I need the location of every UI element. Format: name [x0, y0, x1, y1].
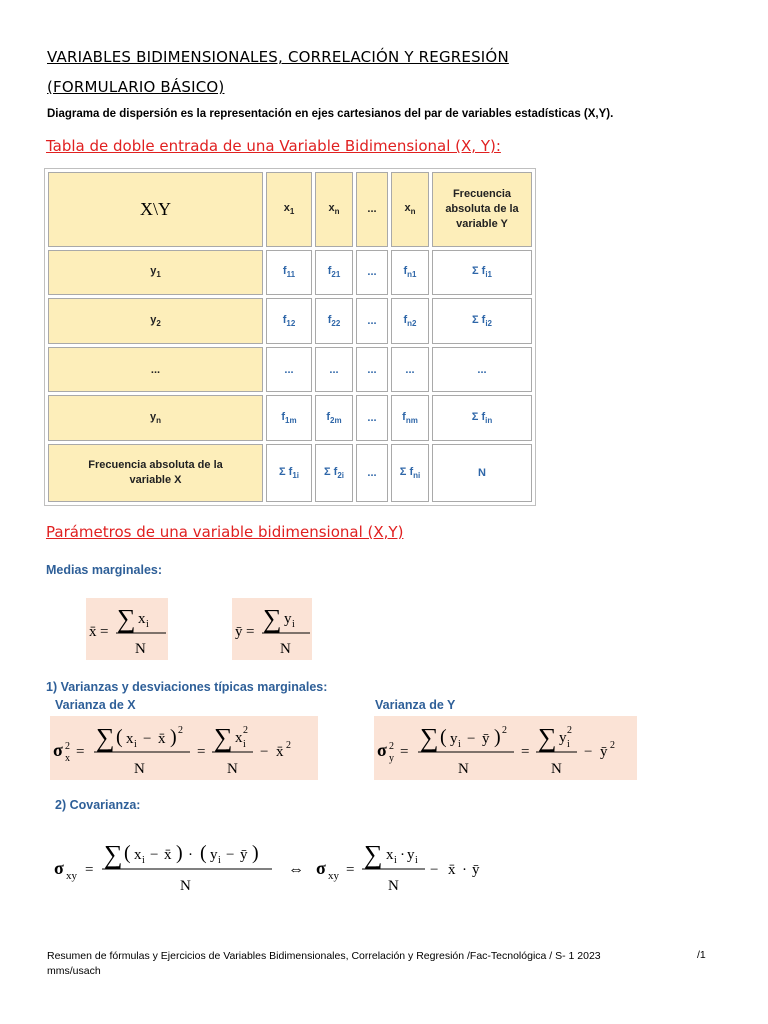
svg-text:): ): [170, 726, 177, 748]
svg-text:xy: xy: [328, 870, 339, 882]
svg-text:=: =: [246, 624, 255, 640]
svg-text:σ: σ: [377, 740, 387, 760]
svg-text:i: i: [292, 619, 295, 630]
svg-text:N: N: [227, 761, 238, 777]
svg-text:x̄: x̄: [164, 847, 172, 863]
page-number: /1: [697, 949, 706, 961]
svg-text:y: y: [559, 730, 567, 746]
row-label-y2: $y_2$: [48, 298, 263, 344]
col-header-xn: $x_n$: [315, 172, 353, 247]
freq-x-label: Frecuencia absoluta de la variable X: [48, 444, 263, 502]
cell-ellipsis: ...: [266, 347, 312, 393]
svg-text:i: i: [134, 739, 137, 750]
svg-text:−: −: [226, 847, 235, 863]
svg-text:−: −: [260, 744, 269, 760]
svg-text:i: i: [146, 619, 149, 630]
cell-f12: $f_{12}$: [266, 298, 312, 344]
footer-line-1: Resumen de fórmulas y Ejercicios de Variables Bidimensionales, Correlación y Regresión /Fac-Tecnológica / S- 1 2023: [47, 950, 601, 962]
svg-text:2: 2: [65, 741, 70, 752]
svg-text:∑: ∑: [104, 840, 123, 869]
svg-text:−: −: [467, 731, 476, 747]
double-entry-table: [44, 168, 536, 506]
svg-text:·: ·: [400, 847, 405, 863]
svg-text:2: 2: [178, 725, 183, 736]
svg-text:N: N: [551, 761, 562, 777]
svg-text:2: 2: [286, 740, 291, 751]
svg-text:=: =: [400, 744, 409, 760]
svg-text:x: x: [138, 611, 146, 627]
cell-f2m: $f_{2m}$: [315, 395, 353, 441]
table-heading: Tabla de doble entrada de una Variable Bidimensional (X, Y):: [46, 137, 501, 155]
row-label-ellipsis: ...: [48, 347, 263, 393]
svg-text:y: y: [284, 611, 292, 627]
cell-ellipsis: ...: [315, 347, 353, 393]
svg-text:2: 2: [243, 725, 248, 736]
svg-text:i: i: [243, 739, 246, 750]
row-label-y1: $y_1$: [48, 250, 263, 296]
row-label-yn: $y_n$: [48, 395, 263, 441]
cell-fn1: $f_{n1}$: [391, 250, 429, 296]
svg-text:∑: ∑: [364, 840, 383, 869]
cell-ellipsis: ...: [356, 298, 388, 344]
cell-fn2: $f_{n2}$: [391, 298, 429, 344]
total-fni: Σ $f_{ni}$: [391, 444, 429, 502]
svg-text:i: i: [142, 855, 145, 866]
footer: [47, 949, 601, 979]
svg-text:−: −: [143, 731, 152, 747]
col-header-ellipsis: ...: [356, 172, 388, 247]
svg-text:=: =: [346, 862, 355, 878]
svg-text:∑: ∑: [263, 604, 282, 633]
svg-text:·: ·: [188, 847, 193, 863]
svg-text:N: N: [180, 878, 191, 894]
cell-f21: $f_{21}$: [315, 250, 353, 296]
svg-text:∑: ∑: [96, 723, 115, 752]
svg-text:2: 2: [567, 725, 572, 736]
svg-text:=: =: [197, 744, 206, 760]
svg-text:x: x: [126, 731, 134, 747]
total-f2i: Σ $f_{2i}$: [315, 444, 353, 502]
total-fin: Σ $f_{in}$: [432, 395, 532, 441]
svg-text:ȳ: ȳ: [482, 731, 490, 747]
svg-text:N: N: [135, 641, 146, 657]
svg-text:x̄: x̄: [158, 731, 166, 747]
svg-text:σ: σ: [53, 740, 63, 760]
svg-text:(: (: [116, 726, 123, 748]
svg-text:x̄: x̄: [89, 624, 97, 640]
params-heading: Parámetros de una variable bidimensional (X,Y): [46, 523, 404, 541]
svg-text:∑: ∑: [538, 723, 557, 752]
cell-ellipsis: ...: [391, 347, 429, 393]
svg-text:): ): [252, 842, 259, 864]
svg-text:ȳ: ȳ: [472, 862, 480, 878]
cell-f22: $f_{22}$: [315, 298, 353, 344]
svg-text:−: −: [430, 862, 439, 878]
mean-y-formula: [232, 598, 312, 660]
svg-text:i: i: [567, 739, 570, 750]
svg-text:x: x: [65, 753, 70, 764]
total-ellipsis: ...: [432, 347, 532, 393]
svg-text:i: i: [415, 855, 418, 866]
svg-text:2: 2: [502, 725, 507, 736]
corner-header: X\Y: [48, 172, 263, 247]
svg-text:=: =: [521, 744, 530, 760]
total-ellipsis: ...: [356, 444, 388, 502]
svg-text:∑: ∑: [117, 604, 136, 633]
svg-text:xy: xy: [66, 870, 77, 882]
variance-y-formula: [374, 716, 637, 780]
cell-ellipsis: ...: [356, 395, 388, 441]
intro-text: Diagrama de dispersión es la representación en ejes cartesianos del par de variables estadísticas (X,Y).: [47, 108, 614, 120]
svg-text:(: (: [440, 726, 447, 748]
varianza-y-label: Varianza de Y: [375, 698, 456, 712]
svg-text:i: i: [458, 739, 461, 750]
svg-text:y: y: [210, 847, 218, 863]
svg-text:): ): [176, 842, 183, 864]
freq-y-header: Frecuencia absoluta de la variable Y: [432, 172, 532, 247]
cell-f1m: $f_{1m}$: [266, 395, 312, 441]
covariance-formula: [50, 825, 500, 895]
svg-text:=: =: [85, 862, 94, 878]
col-header-x1: $x_1$: [266, 172, 312, 247]
svg-text:ȳ: ȳ: [235, 624, 243, 640]
varianzas-label: 1) Varianzas y desviaciones típicas marginales:: [46, 680, 328, 694]
svg-text:2: 2: [389, 741, 394, 752]
svg-text:∑: ∑: [420, 723, 439, 752]
svg-text:i: i: [394, 855, 397, 866]
document-subtitle: (FORMULARIO BÁSICO): [47, 78, 225, 96]
medias-label: Medias marginales:: [46, 563, 163, 577]
svg-text:·: ·: [462, 862, 467, 878]
svg-text:N: N: [280, 641, 291, 657]
svg-text:(: (: [200, 842, 207, 864]
svg-text:∑: ∑: [214, 723, 233, 752]
cell-ellipsis: ...: [356, 347, 388, 393]
svg-text:ȳ: ȳ: [240, 847, 248, 863]
svg-text:−: −: [150, 847, 159, 863]
svg-text:2: 2: [610, 740, 615, 751]
svg-text:(: (: [124, 842, 131, 864]
grand-total: N: [432, 444, 532, 502]
svg-text:−: −: [584, 744, 593, 760]
svg-text:x: x: [235, 730, 243, 746]
svg-text:σ: σ: [54, 858, 64, 878]
footer-line-2: mms/usach: [47, 965, 101, 977]
covarianza-label: 2) Covarianza:: [55, 798, 141, 812]
svg-text:y: y: [450, 731, 458, 747]
svg-text:=: =: [76, 744, 85, 760]
svg-text:σ: σ: [316, 858, 326, 878]
varianza-x-label: Varianza de X: [55, 698, 136, 712]
col-header-xn-2: $x_n$: [391, 172, 429, 247]
svg-text:=: =: [100, 624, 109, 640]
cell-f11: $f_{11}$: [266, 250, 312, 296]
svg-text:N: N: [458, 761, 469, 777]
svg-text:y: y: [407, 847, 415, 863]
mean-x-formula: [86, 598, 168, 660]
total-fi2: Σ $f_{i2}$: [432, 298, 532, 344]
svg-text:x̄: x̄: [276, 744, 284, 760]
svg-text:N: N: [388, 878, 399, 894]
total-fi1: Σ $f_{i1}$: [432, 250, 532, 296]
cell-ellipsis: ...: [356, 250, 388, 296]
svg-text:y: y: [389, 753, 394, 764]
svg-text:i: i: [218, 855, 221, 866]
svg-text:⇔: ⇔: [288, 861, 304, 878]
document-title: VARIABLES BIDIMENSIONALES, CORRELACIÓN Y REGRESIÓN: [47, 48, 509, 66]
svg-text:x: x: [386, 847, 394, 863]
svg-text:x: x: [134, 847, 142, 863]
total-f1i: Σ $f_{1i}$: [266, 444, 312, 502]
cell-fnm: $f_{nm}$: [391, 395, 429, 441]
svg-text:N: N: [134, 761, 145, 777]
variance-x-formula: [50, 716, 318, 780]
svg-text:): ): [494, 726, 501, 748]
svg-text:ȳ: ȳ: [600, 744, 608, 760]
svg-text:x̄: x̄: [448, 862, 456, 878]
